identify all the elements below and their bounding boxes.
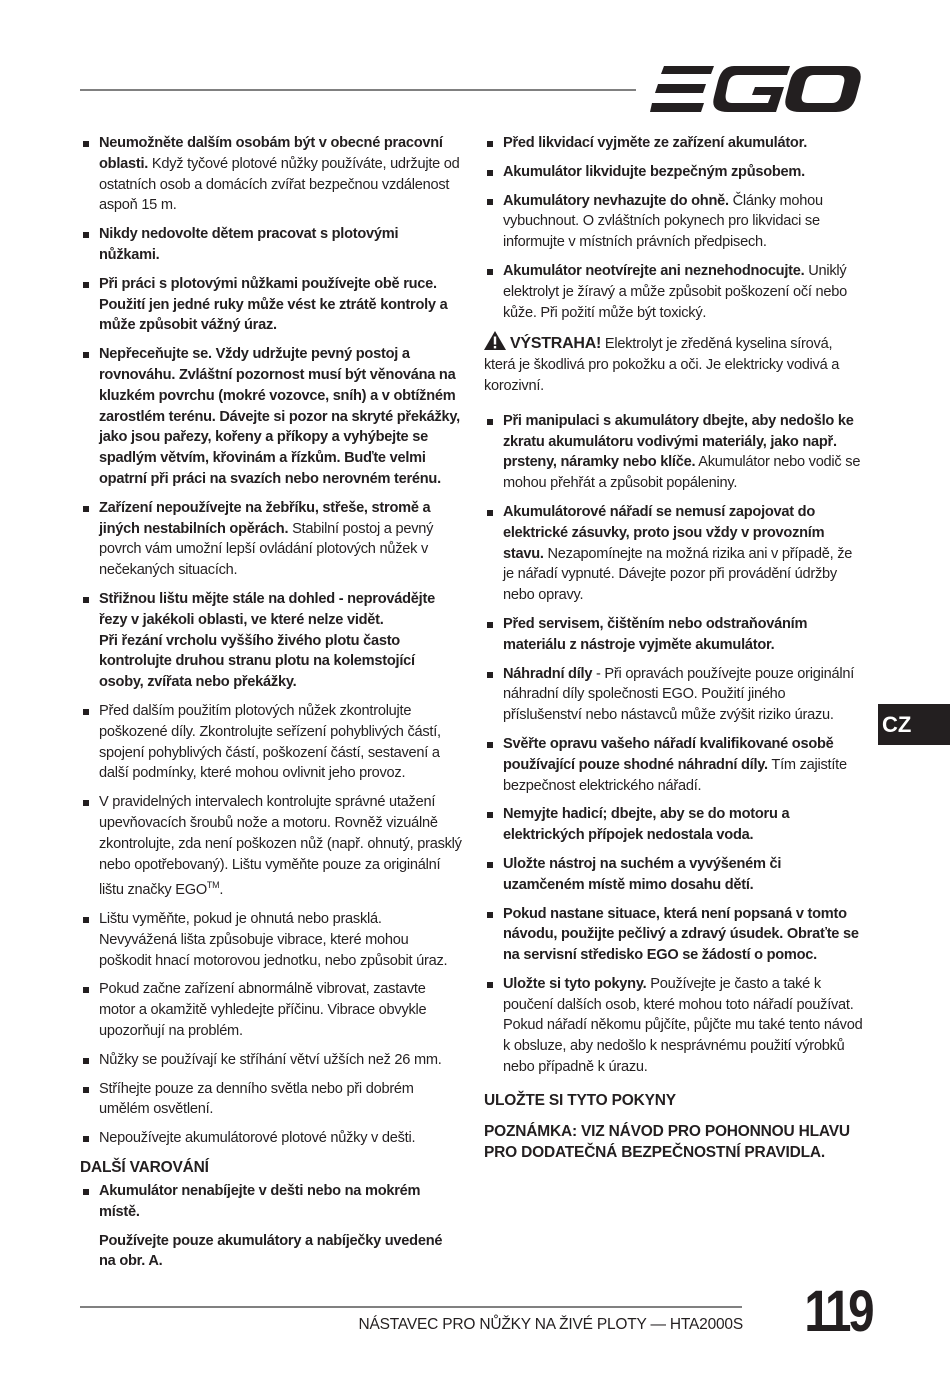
- list-item: Akumulátor likvidujte bezpečným způsobem.: [484, 162, 866, 183]
- list-item: Při práci s plotovými nůžkami používejte obě ruce. Použití jen jedné ruky může vést ke ztrátě kontroly a může způsobit vážný úraz.: [80, 274, 462, 336]
- list-item: Pokud nastane situace, která není popsaná v tomto návodu, použijte pečlivý a zdravý úsudek. Obraťte se na servisní středisko EGO se žádostí o pomoc.: [484, 904, 866, 966]
- list-item: Uložte si tyto pokyny. Používejte je často a také k poučení dalších osob, které mohou toto nářadí používat. Pokud nářadí někomu půjčíte, půjčte mu také tento návod k obsluze, aby nedošlo k nesprávnému použití výrobků nebo případně k úrazu.: [484, 974, 866, 1078]
- list-item: V pravidelných intervalech kontrolujte správné utažení upevňovacích šroubů nože a motoru. Rovněž vizuálně zkontrolujte, zda není poškozen nůž (např. ohnutý, prasklý nebo opotřebovaný). Lištu vyměňte pouze za originální lištu značky EGO™.: [80, 792, 462, 901]
- list-item: Před dalším použitím plotových nůžek zkontrolujte poškozené díly. Zkontrolujte seřízení pohyblivých částí, spojení pohyblivých částí, poškození částí, sestavení a další podmínky, které mohou ovlivnit jeho provoz.: [80, 701, 462, 784]
- list-item: Akumulátor nenabíjejte v dešti nebo na mokrém místě.: [80, 1181, 462, 1223]
- language-tab-cz: CZ: [878, 704, 950, 745]
- right-bullet-list-b: [484, 411, 866, 1078]
- list-item: Uložte nástroj na suchém a vyvýšeném či uzamčeném místě mimo dosahu dětí.: [484, 854, 866, 896]
- list-item: Pokud začne zařízení abnormálně vibrovat, zastavte motor a okamžitě vyhledejte příčinu. Vibrace obvykle upozorňují na problém.: [80, 979, 462, 1041]
- right-column: [484, 133, 866, 1163]
- left-bullet-list: [80, 133, 462, 1149]
- footer-title: NÁSTAVEC PRO NŮŽKY NA ŽIVÉ PLOTY — HTA2000S: [358, 1316, 743, 1333]
- list-item: Akumulátory nevhazujte do ohně. Články mohou vybuchnout. O zvláštních pokynech pro likvidaci se informujte v místních právních předpisech.: [484, 191, 866, 253]
- list-item: Zařízení nepoužívejte na žebříku, střeše, stromě a jiných nestabilních opěrách. Stabilní postoj a pevný povrch vám umožní lepší ovládání plotových nůžek v nečekaných situacích.: [80, 498, 462, 581]
- section-bullet-list: [80, 1181, 462, 1272]
- list-item: Nemyjte hadicí; dbejte, aby se do motoru a elektrických přípojek nedostala voda.: [484, 804, 866, 846]
- list-item: Nepoužívejte akumulátorové plotové nůžky v dešti.: [80, 1128, 462, 1149]
- page-number: 119: [804, 1279, 872, 1344]
- list-item: Svěřte opravu vašeho nářadí kvalifikované osobě používající pouze shodné náhradní díly. Tím zajistíte bezpečnost elektrického nářadí.: [484, 734, 866, 796]
- list-item: Neumožněte dalším osobám být v obecné pracovní oblasti. Když tyčové plotové nůžky používáte, udržujte od ostatních osob a domácích zvířat bezpečnou vzdálenost aspoň 15 m.: [80, 133, 462, 216]
- list-item: Lištu vyměňte, pokud je ohnutá nebo prasklá. Nevyvážená lišta způsobuje vibrace, které mohou poškodit hnací motorovou jednotku, nebo způsobit úraz.: [80, 909, 462, 971]
- list-item: Před likvidací vyjměte ze zařízení akumulátor.: [484, 133, 866, 154]
- list-item: Před servisem, čištěním nebo odstraňováním materiálu z nástroje vyjměte akumulátor.: [484, 614, 866, 656]
- list-item: Nepřeceňujte se. Vždy udržujte pevný postoj a rovnováhu. Zvláštní pozornost musí být věnována na kluzkém povrchu (mokré vozovce, sníh) a v obtížném zarostlém terénu. Dávejte si pozor na skryté překážky, jako jsou pařezy, kořeny a příkopy a vyhýbejte se spadlým větvím, křovinám a řízkům. Buďte velmi opatrní při práci na svazích nebo nerovném terénu.: [80, 344, 462, 490]
- list-item: Náhradní díly - Při opravách používejte pouze originální náhradní díly společnosti EGO. Použití jiného příslušenství nebo nástavců může zvýšit riziko úrazu.: [484, 664, 866, 726]
- list-item: Stříhejte pouze za denního světla nebo při dobrém umělém osvětlení.: [80, 1079, 462, 1121]
- warning-triangle-icon: [484, 331, 506, 350]
- list-item: Akumulátorové nářadí se nemusí zapojovat do elektrické zásuvky, proto jsou vždy v provozním stavu. Nezapomínejte na možná rizika ani v případě, že je nářadí vypnuté. Dávejte pozor při provádění údržby nebo opravy.: [484, 502, 866, 606]
- section-heading-dalsi-varovani: DALŠÍ VAROVÁNÍ: [80, 1158, 209, 1176]
- list-item: Používejte pouze akumulátory a nabíječky uvedené na obr. A.: [99, 1232, 443, 1270]
- note-heading: POZNÁMKA: VIZ NÁVOD PRO POHONNOU HLAVU PRO DODATEČNÁ BEZPEČNOSTNÍ PRAVIDLA.: [484, 1122, 850, 1161]
- right-bullet-list-a: [484, 133, 866, 323]
- save-instructions-heading: ULOŽTE SI TYTO POKYNY: [484, 1091, 676, 1109]
- list-item: Střižnou lištu mějte stále na dohled - neprovádějte řezy v jakékoli oblasti, ve které nelze vidět. Při řezání vrcholu vyššího živého plotu často kontrolujte druhou stranu plotu na kolemstojící osoby, zvířata nebo překážky.: [80, 589, 462, 693]
- left-column: [80, 133, 462, 1280]
- list-item: Nikdy nedovolte dětem pracovat s plotovými nůžkami.: [80, 224, 462, 266]
- list-item: Nůžky se používají ke stříhání větví užších než 26 mm.: [80, 1050, 462, 1071]
- warning-paragraph: VÝSTRAHA! Elektrolyt je zředěná kyselina sírová, která je škodlivá pro pokožku a oči. Je elektricky vodivá a korozivní.: [484, 331, 866, 396]
- footer-rule: [80, 1306, 742, 1308]
- header-rule: [80, 89, 636, 91]
- list-item: Akumulátor neotvírejte ani neznehodnocujte. Uniklý elektrolyt je žíravý a může způsobit poškození očí nebo kůže. Při požití může být toxický.: [484, 261, 866, 323]
- list-item: Při manipulaci s akumulátory dbejte, aby nedošlo ke zkratu akumulátoru vodivými materiály, jako např. prsteny, náramky nebo klíče. Akumulátor nebo vodič se mohou přehřát a způsobit popáleniny.: [484, 411, 866, 494]
- ego-logo: [650, 64, 862, 114]
